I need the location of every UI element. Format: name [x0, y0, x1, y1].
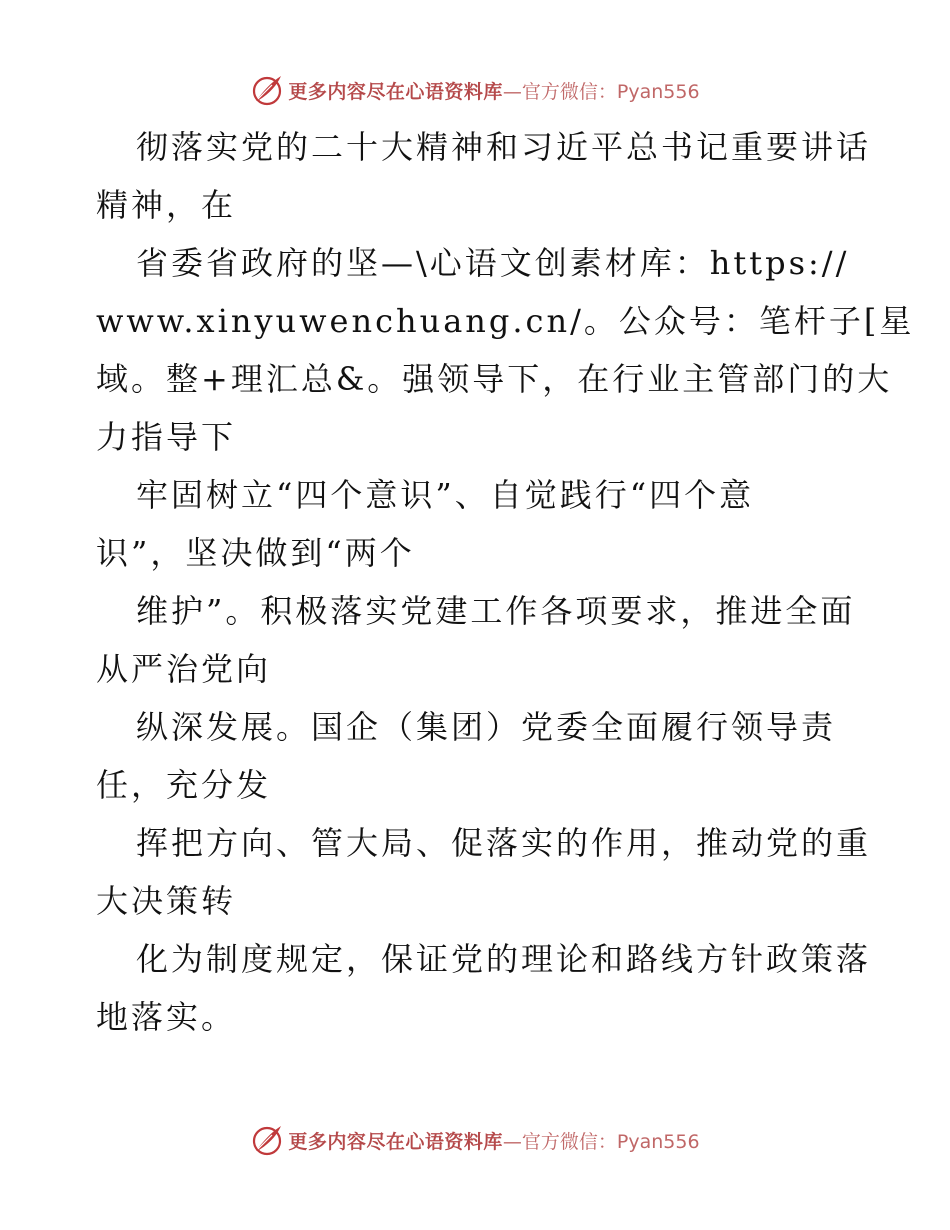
body-line: 化为制度规定，保证党的理论和路线方针政策落 [136, 940, 872, 978]
body-line: 牢固树立“四个意识”、自觉践行“四个意 [136, 476, 755, 514]
footer-slogan: 更多内容尽在心语资料库 [288, 1130, 503, 1153]
body-line: 域。整+理汇总&。强领导下，在行业主管部门的大 [96, 360, 893, 398]
body-line: 维护”。积极落实党建工作各项要求，推进全面 [136, 592, 856, 630]
body-line: 纵深发展。国企（集团）党委全面履行领导责 [136, 708, 837, 746]
quill-pen-logo-icon [250, 1123, 284, 1157]
body-line: www.xinyuwenchuang.cn/。公众号：笔杆子[星 [96, 302, 915, 340]
body-line: 挥把方向、管大局、促落实的作用，推动党的重 [136, 824, 872, 862]
body-line: 从严治党向 [96, 650, 272, 688]
body-line: 任，充分发 [96, 766, 272, 804]
body-line: 识”，坚决做到“两个 [96, 534, 415, 572]
body-line: 省委省政府的坚—\心语文创素材库：https:// [136, 244, 850, 282]
footer-wechat: —官方微信：Pyan556 [502, 1130, 700, 1153]
document-body [96, 118, 915, 1046]
header-wechat: —官方微信：Pyan556 [502, 80, 700, 103]
body-line: 地落实。 [96, 998, 237, 1036]
body-line: 精神，在 [96, 186, 237, 224]
body-line: 彻落实党的二十大精神和习近平总书记重要讲话 [136, 128, 872, 166]
body-line: 力指导下 [96, 418, 237, 456]
header-slogan: 更多内容尽在心语资料库 [288, 80, 503, 103]
footer-banner [0, 1120, 950, 1160]
header-banner [0, 70, 950, 110]
quill-pen-logo-icon [250, 73, 284, 107]
body-line: 大决策转 [96, 882, 237, 920]
